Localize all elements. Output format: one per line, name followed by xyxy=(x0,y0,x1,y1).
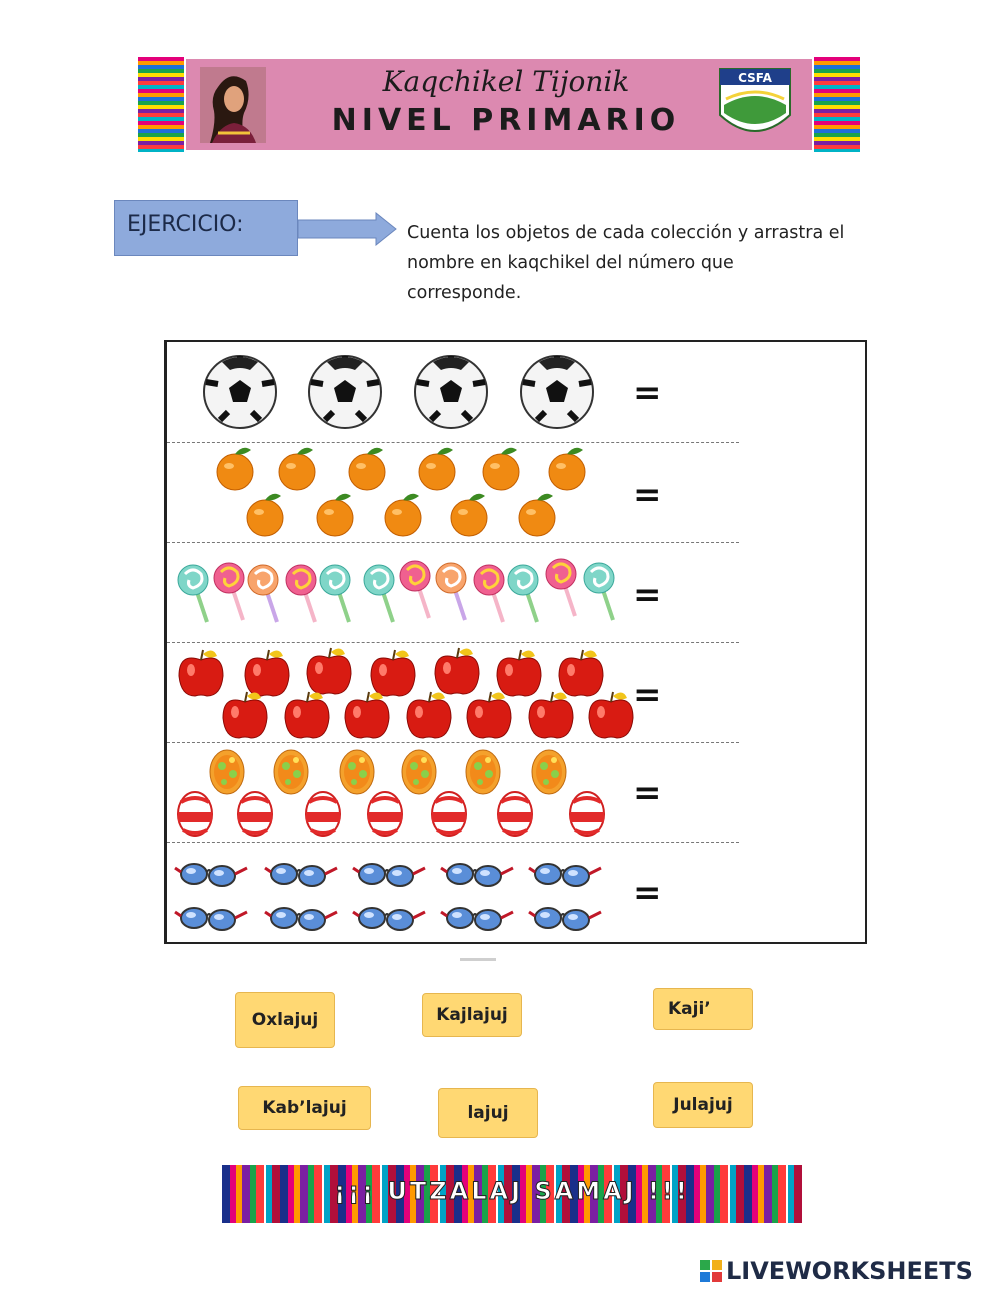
easter-egg-icon xyxy=(402,750,436,794)
sunglasses-icon xyxy=(175,908,247,930)
lollipop-icon xyxy=(584,563,614,620)
liveworksheets-text: LIVEWORKSHEETS xyxy=(726,1257,973,1285)
apple-icon xyxy=(529,692,573,738)
sunglasses-icon xyxy=(175,864,247,886)
instructions-text: Cuenta los objetos de cada colección y arrastra el nombre en kaqchikel del número que corresponde. xyxy=(407,223,845,303)
apple-icon xyxy=(345,692,389,738)
apple-icon xyxy=(223,692,267,738)
easter-egg-icon xyxy=(178,792,212,836)
apple-icon xyxy=(497,650,541,696)
orange-icon xyxy=(349,448,385,490)
soccer-ball-icon xyxy=(415,356,487,428)
orange-icon xyxy=(279,448,315,490)
header-stripes-right xyxy=(814,57,860,152)
sunglasses-icon xyxy=(441,908,513,930)
school-logo-icon xyxy=(712,65,798,145)
equals-sign: = xyxy=(633,575,662,615)
header-title: Kaqchikel Tijonik xyxy=(382,65,630,98)
easter-egg-icon xyxy=(368,792,402,836)
orange-icon xyxy=(317,494,353,536)
row-easter-eggs xyxy=(167,742,739,843)
apple-icon xyxy=(467,692,511,738)
sunglasses-icon xyxy=(441,864,513,886)
logo-text: CSFA xyxy=(738,71,772,85)
orange-icon xyxy=(483,448,519,490)
liveworksheets-logo-icon xyxy=(700,1260,722,1282)
lollipop-icon xyxy=(364,565,394,622)
equals-sign: = xyxy=(633,773,662,813)
answer-chip-kajlajuj[interactable]: Kajlajuj xyxy=(422,993,522,1037)
apple-icon xyxy=(307,648,351,694)
lollipop-icon xyxy=(474,565,504,622)
easter-eggs-group xyxy=(167,742,627,842)
equals-sign: = xyxy=(633,373,662,413)
lollipop-icon xyxy=(320,565,350,622)
apple-icon xyxy=(407,692,451,738)
apple-icon xyxy=(371,650,415,696)
row-lollipops xyxy=(167,542,739,643)
sunglasses-icon xyxy=(265,908,337,930)
easter-egg-icon xyxy=(210,750,244,794)
easter-egg-icon xyxy=(306,792,340,836)
orange-icon xyxy=(519,494,555,536)
orange-icon xyxy=(217,448,253,490)
header-stripes-left xyxy=(138,57,184,152)
apples-group xyxy=(167,642,647,742)
counting-table xyxy=(164,340,867,944)
easter-egg-icon xyxy=(466,750,500,794)
soccer-ball-icon xyxy=(309,356,381,428)
sunglasses-icon xyxy=(353,864,425,886)
lollipop-icon xyxy=(400,561,430,618)
arrow-right-icon xyxy=(298,212,398,246)
answer-chip-oxlajuj[interactable]: Oxlajuj xyxy=(235,992,335,1048)
soccer-balls-group xyxy=(167,342,627,442)
footer-banner xyxy=(222,1165,802,1223)
row-sunglasses xyxy=(167,842,739,942)
lollipop-icon xyxy=(178,565,208,622)
apple-icon xyxy=(559,650,603,696)
answer-chip-kaji[interactable]: Kaji’ xyxy=(653,988,753,1030)
apple-icon xyxy=(285,692,329,738)
orange-icon xyxy=(549,448,585,490)
header-banner xyxy=(138,57,860,152)
apple-icon xyxy=(179,650,223,696)
orange-icon xyxy=(451,494,487,536)
easter-egg-icon xyxy=(340,750,374,794)
equals-sign: = xyxy=(633,475,662,515)
equals-sign: = xyxy=(633,675,662,715)
easter-egg-icon xyxy=(274,750,308,794)
image-caption-mark xyxy=(460,958,496,961)
lollipop-icon xyxy=(436,563,466,620)
answer-chip-kablajuj[interactable]: Kab’lajuj xyxy=(238,1086,371,1130)
lollipop-icon xyxy=(546,559,576,616)
orange-icon xyxy=(247,494,283,536)
orange-icon xyxy=(385,494,421,536)
lollipops-group xyxy=(167,542,627,642)
easter-egg-icon xyxy=(432,792,466,836)
sunglasses-group xyxy=(167,842,627,942)
lollipop-icon xyxy=(286,565,316,622)
sunglasses-icon xyxy=(529,864,601,886)
sunglasses-icon xyxy=(529,908,601,930)
woman-portrait-icon xyxy=(200,67,266,143)
answer-chip-julajuj[interactable]: Julajuj xyxy=(653,1082,753,1128)
equals-sign: = xyxy=(633,873,662,913)
orange-icon xyxy=(419,448,455,490)
row-oranges xyxy=(167,442,739,543)
row-apples xyxy=(167,642,739,743)
oranges-group xyxy=(167,442,627,542)
sunglasses-icon xyxy=(265,864,337,886)
soccer-ball-icon xyxy=(521,356,593,428)
easter-egg-icon xyxy=(532,750,566,794)
sunglasses-icon xyxy=(353,908,425,930)
apple-icon xyxy=(245,650,289,696)
row-soccer-balls xyxy=(167,342,739,443)
header-subtitle: NIVEL PRIMARIO xyxy=(331,103,681,138)
lollipop-icon xyxy=(214,563,244,620)
answer-chip-lajuj[interactable]: lajuj xyxy=(438,1088,538,1138)
header-panel xyxy=(184,57,814,152)
lollipop-icon xyxy=(508,565,538,622)
easter-egg-icon xyxy=(498,792,532,836)
soccer-ball-icon xyxy=(204,356,276,428)
easter-egg-icon xyxy=(238,792,272,836)
easter-egg-icon xyxy=(570,792,604,836)
exercise-label: EJERCICIO: xyxy=(114,200,298,256)
footer-text: ¡¡¡ UTZALAJ SAMAJ !!! xyxy=(334,1177,690,1205)
apple-icon xyxy=(435,648,479,694)
apple-icon xyxy=(589,692,633,738)
liveworksheets-brand xyxy=(700,1256,973,1286)
lollipop-icon xyxy=(248,565,278,622)
